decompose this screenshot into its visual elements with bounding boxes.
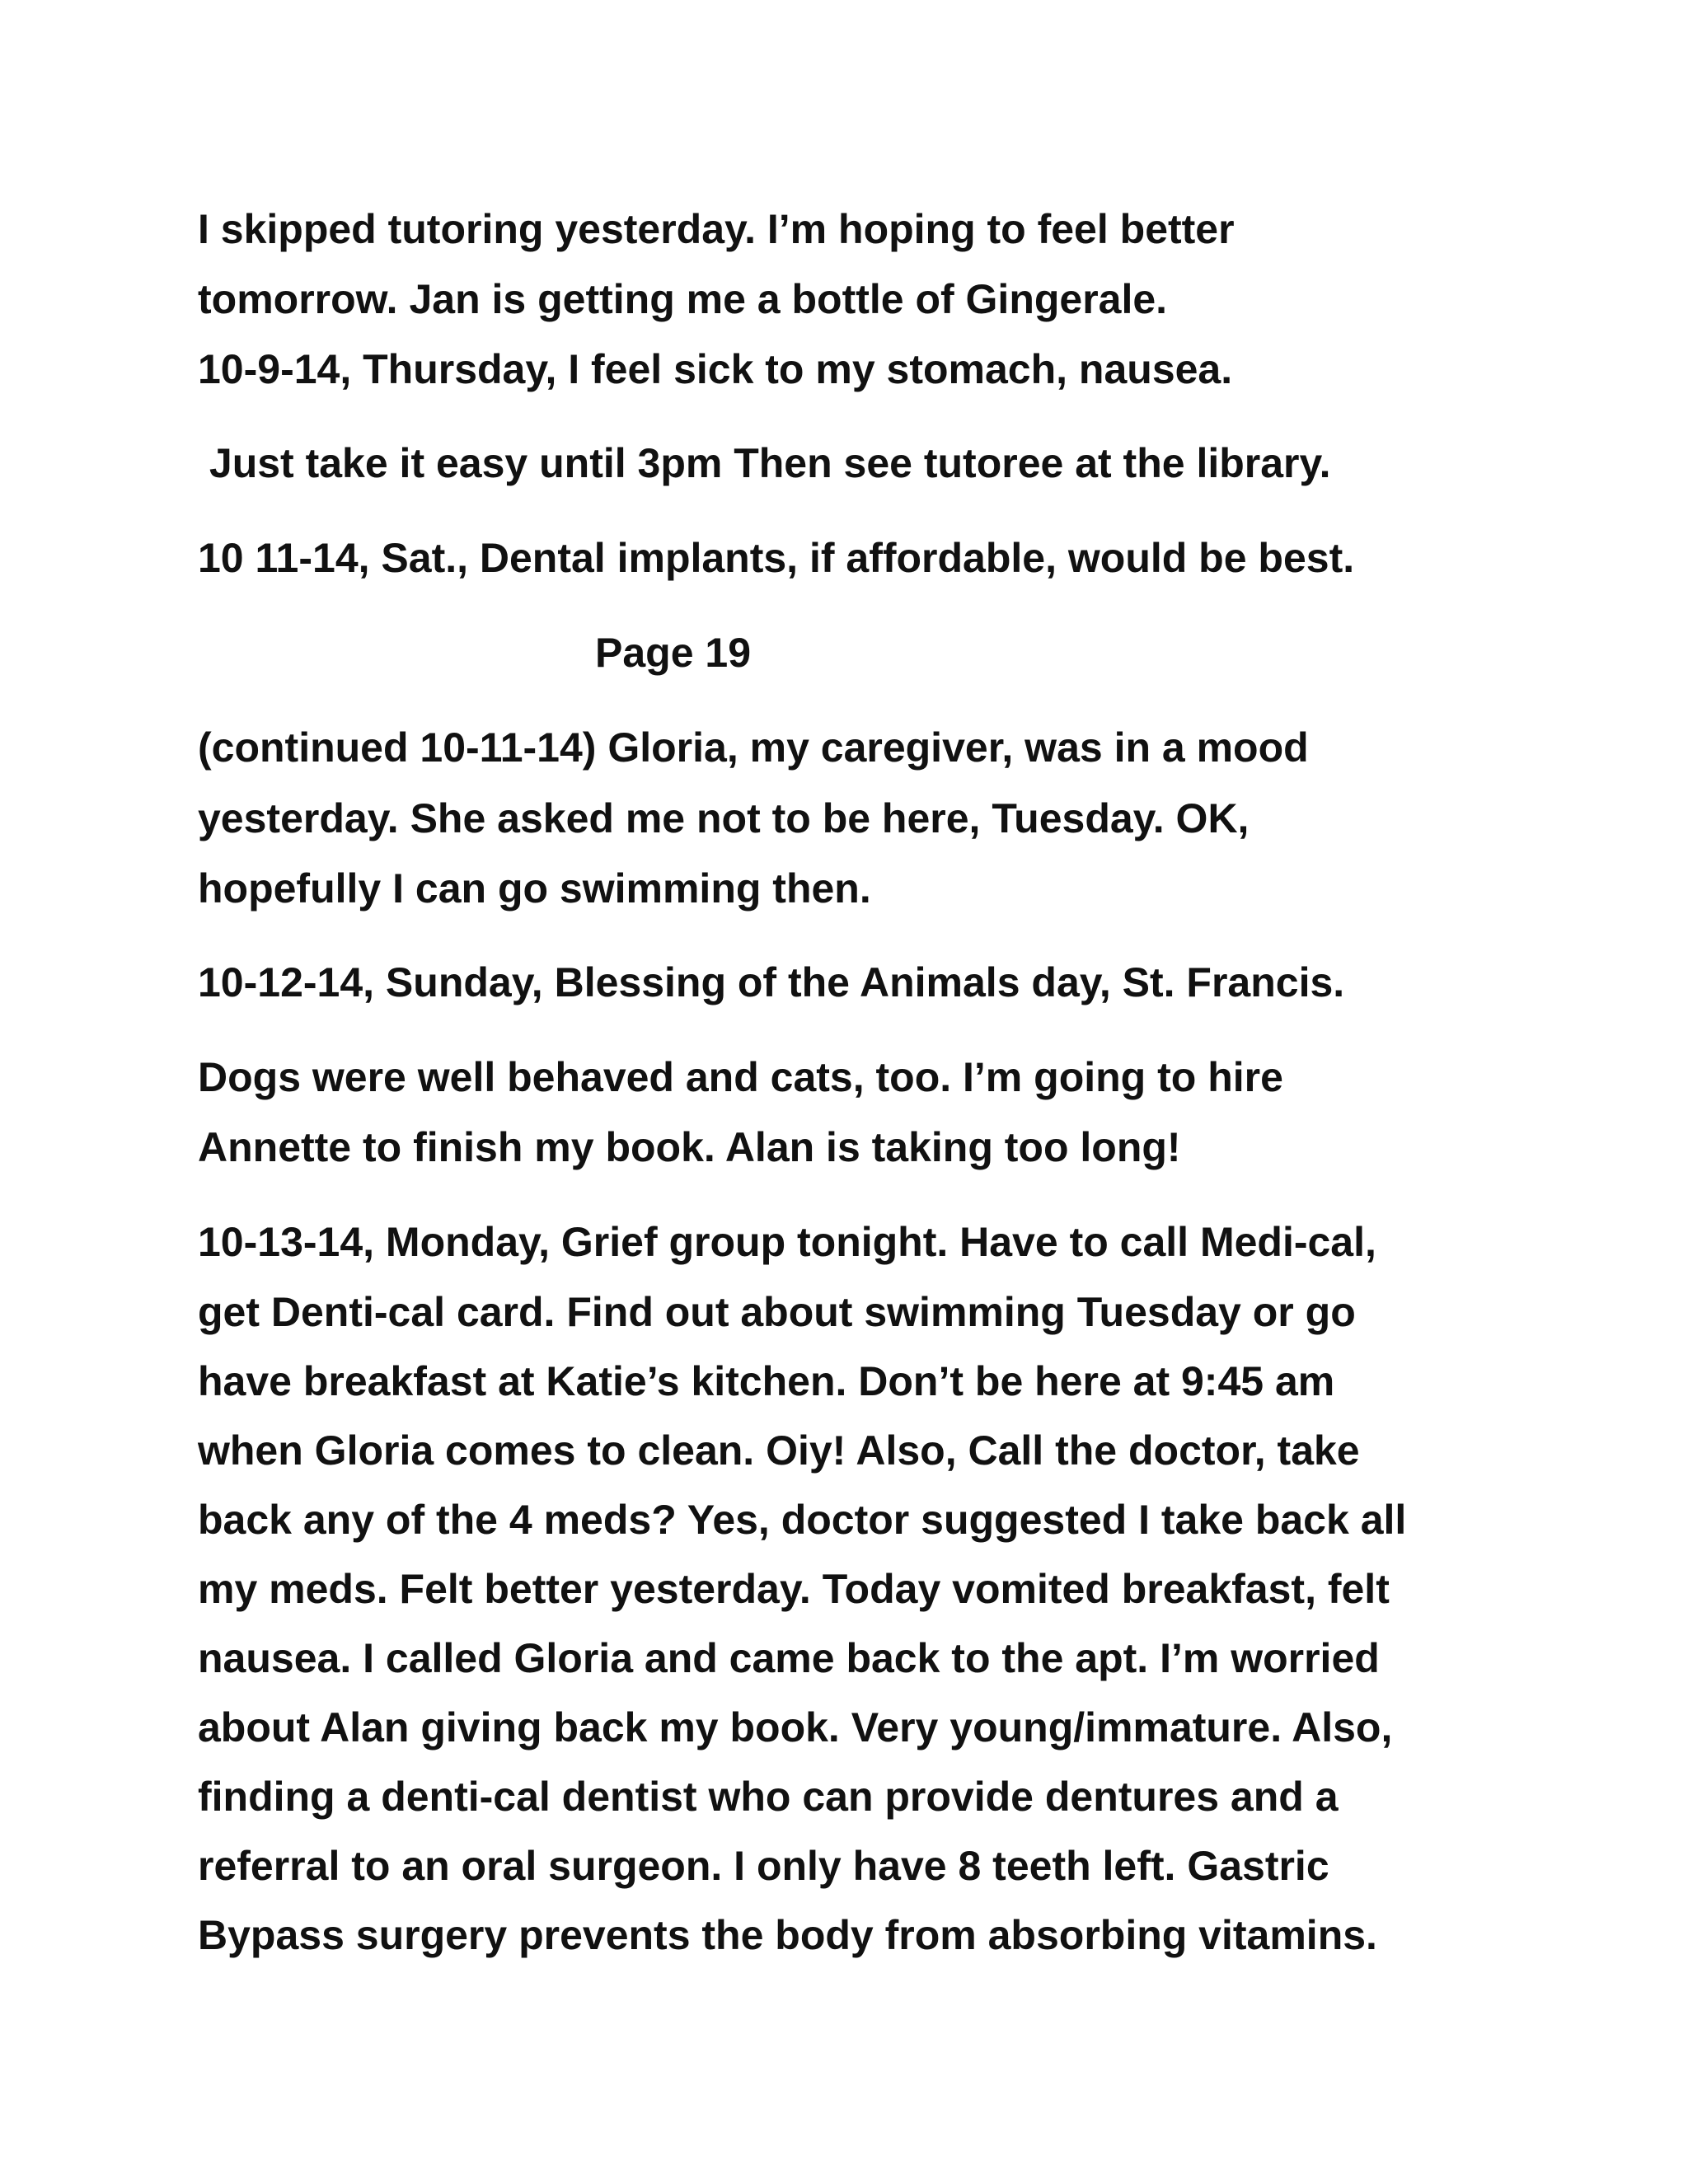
text-line: tomorrow. Jan is getting me a bottle of Gingerale. [198,276,1168,322]
text-line: have breakfast at Katie’s kitchen. Don’t be here at 9:45 am [198,1358,1335,1404]
text-line: referral to an oral surgeon. I only have 8 teeth left. Gastric [198,1843,1329,1889]
text-line: 10 11-14, Sat., Dental implants, if affordable, would be best. [198,535,1355,581]
text-line: Bypass surgery prevents the body from absorbing vitamins. [198,1912,1377,1958]
text-line: Dogs were well behaved and cats, too. I’m going to hire [198,1054,1283,1100]
text-line: yesterday. She asked me not to be here, Tuesday. OK, [198,795,1250,841]
text-line: Just take it easy until 3pm Then see tutoree at the library. [198,440,1331,486]
text-line: finding a denti-cal dentist who can provide dentures and a [198,1774,1339,1820]
text-line: about Alan giving back my book. Very young/immature. Also, [198,1704,1393,1750]
text-line: I skipped tutoring yesterday. I’m hoping to feel better [198,206,1235,252]
text-line: 10-12-14, Sunday, Blessing of the Animals day, St. Francis. [198,959,1345,1005]
page-number: Page 19 [595,630,752,676]
text-line: 10-9-14, Thursday, I feel sick to my stomach, nausea. [198,346,1233,392]
text-line: 10-13-14, Monday, Grief group tonight. Have to call Medi-cal, [198,1219,1376,1265]
text-line: back any of the 4 meds? Yes, doctor suggested I take back all [198,1497,1407,1543]
text-line: hopefully I can go swimming then. [198,865,871,912]
text-line: (continued 10-11-14) Gloria, my caregiver, was in a mood [198,724,1309,771]
text-line: get Denti-cal card. Find out about swimming Tuesday or go [198,1289,1356,1335]
text-line: when Gloria comes to clean. Oiy! Also, Call the doctor, take [198,1427,1360,1474]
text-line: nausea. I called Gloria and came back to the apt. I’m worried [198,1635,1380,1681]
text-line: my meds. Felt better yesterday. Today vomited breakfast, felt [198,1566,1390,1612]
text-line: Annette to finish my book. Alan is taking too long! [198,1124,1181,1170]
